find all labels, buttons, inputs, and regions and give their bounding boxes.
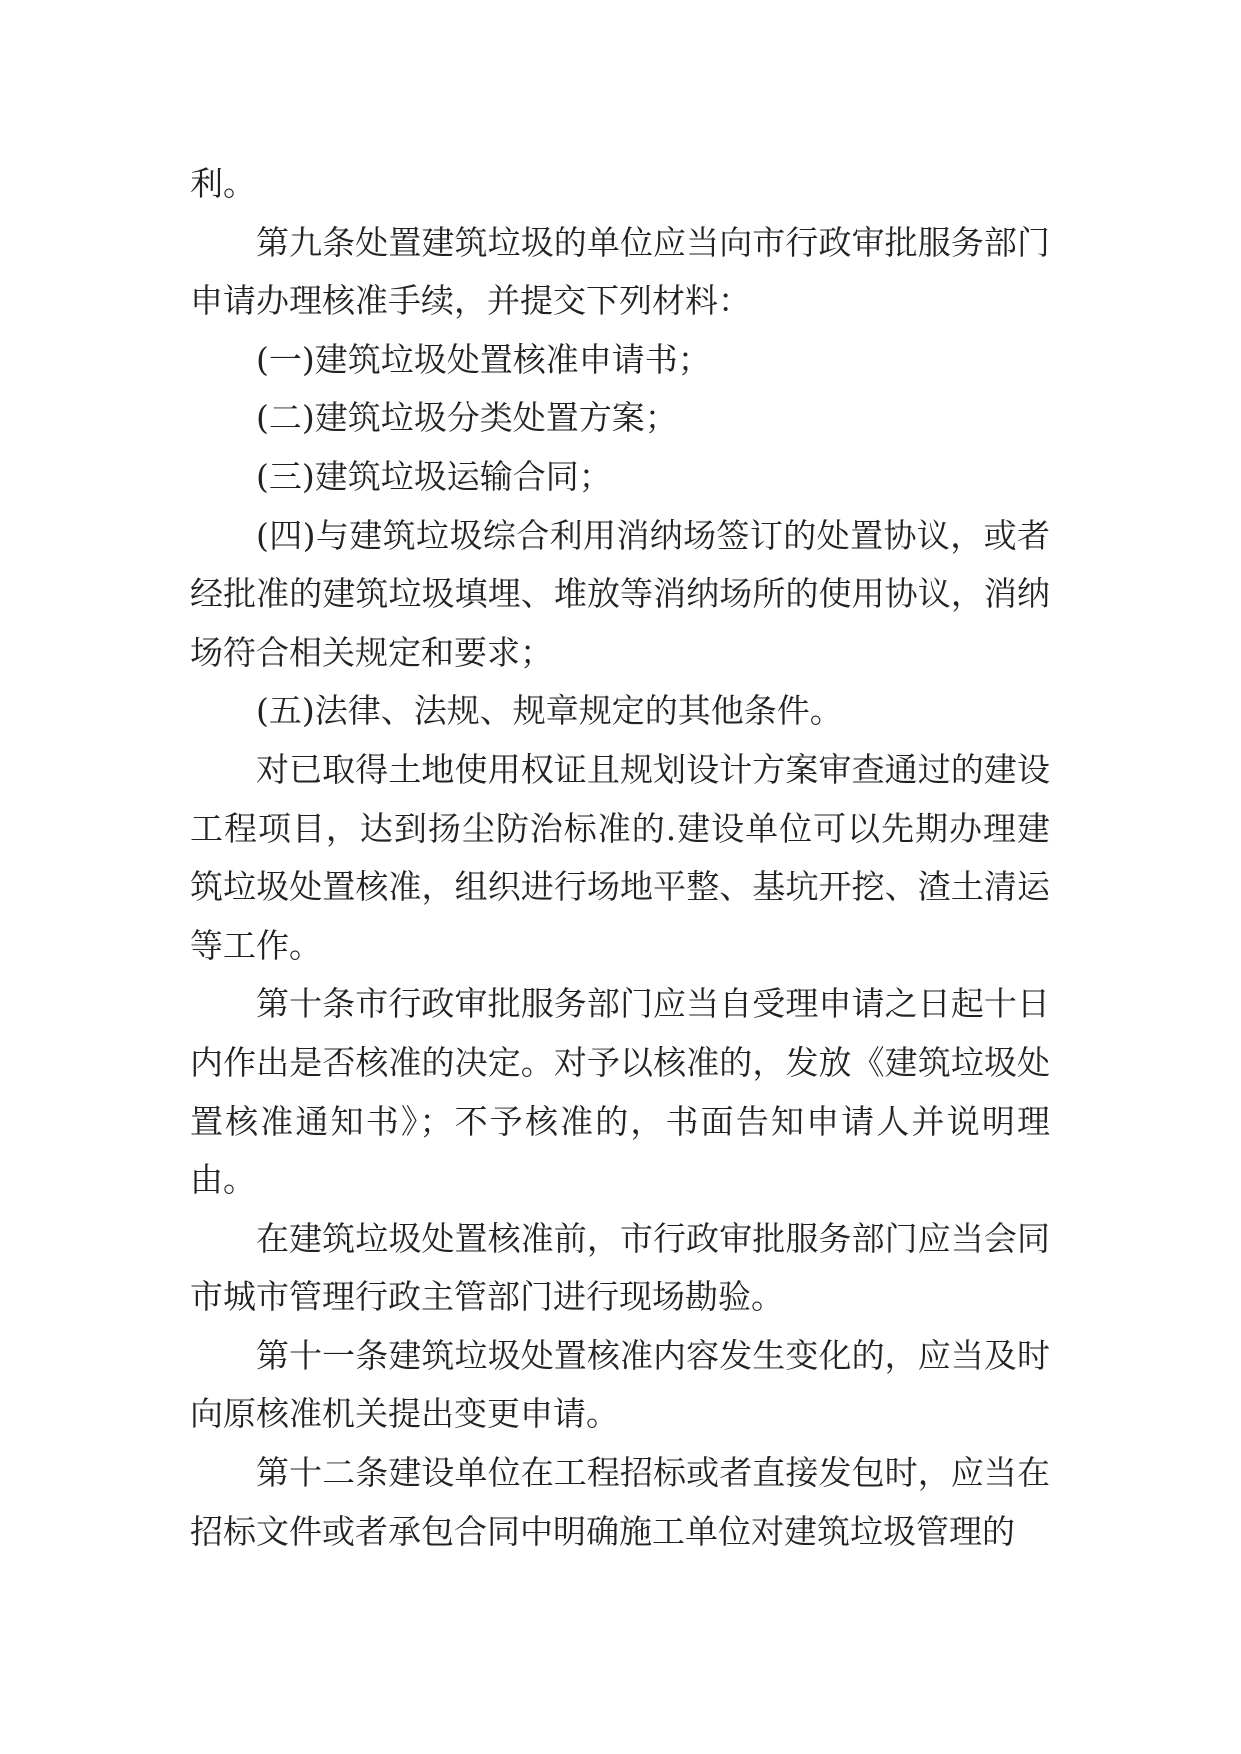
list-item-4: (四)与建筑垃圾综合利用消纳场签订的处置协议，或者经批准的建筑垃圾填埋、堆放等消纳场所的使用协议，消纳场符合相关规定和要求； xyxy=(190,515,1050,672)
paragraph-site-inspection: 在建筑垃圾处置核准前，市行政审批服务部门应当会同市城市管理行政主管部门进行现场勘验。 xyxy=(190,1218,1050,1317)
list-item-1: (一)建筑垃圾处置核准申请书； xyxy=(256,339,711,379)
list-item-3: (三)建筑垃圾运输合同； xyxy=(256,456,612,496)
list-item-5: (五)法律、法规、规章规定的其他条件。 xyxy=(256,691,843,731)
paragraph-article-11: 第十一条建筑垃圾处置核准内容发生变化的，应当及时向原核准机关提出变更申请。 xyxy=(190,1335,1050,1434)
paragraph-article-9: 第九条处置建筑垃圾的单位应当向市行政审批服务部门申请办理核准手续，并提交下列材料： xyxy=(190,222,1050,321)
document-page xyxy=(190,155,1050,1561)
list-item-2: (二)建筑垃圾分类处置方案； xyxy=(256,398,678,438)
paragraph-early-approval: 对已取得土地使用权证且规划设计方案审查通过的建设工程项目，达到扬尘防治标准的.建设单位可以先期办理建筑垃圾处置核准，组织进行场地平整、基坑开挖、渣土清运等工作。 xyxy=(190,749,1050,965)
paragraph-article-10: 第十条市行政审批服务部门应当自受理申请之日起十日内作出是否核准的决定。对予以核准的，发放《建筑垃圾处置核准通知书》；不予核准的，书面告知申请人并说明理由。 xyxy=(190,984,1050,1200)
paragraph-fragment: 利。 xyxy=(190,164,256,203)
paragraph-article-12: 第十二条建设单位在工程招标或者直接发包时，应当在招标文件或者承包合同中明确施工单位对建筑垃圾管理的 xyxy=(190,1453,1050,1551)
